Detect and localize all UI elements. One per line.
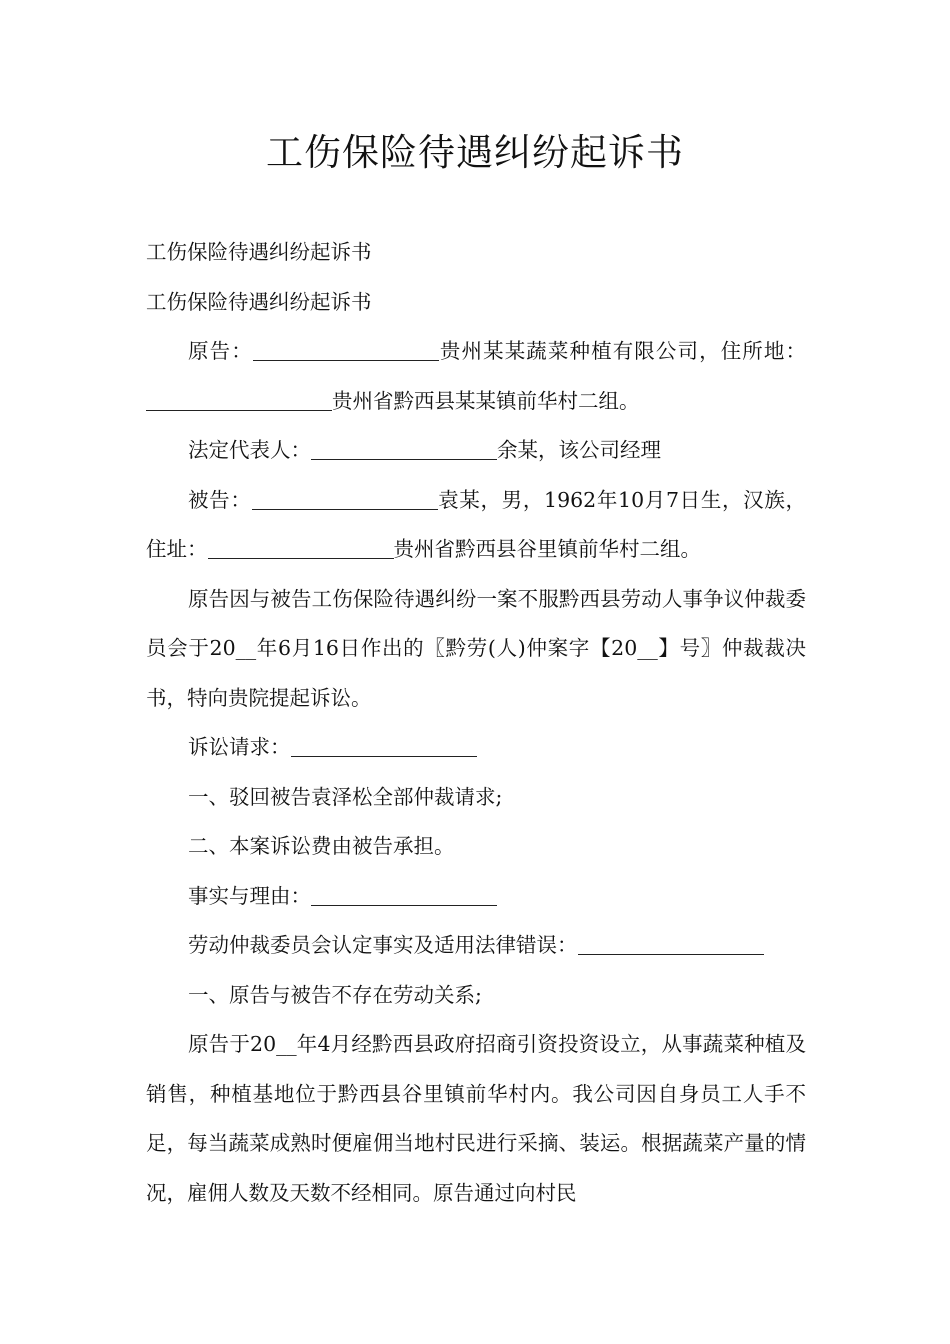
error-heading: [146, 921, 806, 971]
error-label: 劳动仲裁委员会认定事实及适用法律错误：: [188, 933, 578, 957]
blank-line: [291, 736, 477, 758]
document-title: 工伤保险待遇纠纷起诉书: [266, 131, 684, 174]
case-paragraph: 原告因与被告工伤保险待遇纠纷一案不服黔西县劳动人事争议仲裁委员会于20__年6月16日作出的〖黔劳(人)仲案字【20__】号〗仲裁裁决书，特向贵院提起诉讼。: [146, 586, 806, 710]
claim-item-1: 一、驳回被告袁泽松全部仲裁请求;: [188, 784, 503, 809]
blank-line: [208, 538, 394, 560]
claims-label: 诉讼请求：: [188, 735, 291, 759]
facts-paragraph: 原告于20__年4月经黔西县政府招商引资投资设立，从事蔬菜种植及销售，种植基地位于黔西县谷里镇前华村内。我公司因自身员工人手不足，每当蔬菜成熟时便雇佣当地村民进行采摘、装运。根据蔬菜产量的情况，雇佣人数及天数不经相同。原告通过向村民: [146, 1032, 806, 1205]
defendant-address: 贵州省黔西县谷里镇前华村二组。: [393, 537, 701, 561]
legal-rep-label: 法定代表人：: [188, 438, 311, 462]
blank-line: [253, 340, 439, 362]
facts-heading: [146, 872, 806, 922]
point-item-1: 一、原告与被告不存在劳动关系;: [188, 982, 482, 1007]
facts-label: 事实与理由：: [188, 883, 311, 908]
legal-rep-value: 余某，该公司经理: [497, 438, 661, 462]
blank-line: [311, 439, 497, 461]
plaintiff-label: 原告：: [188, 339, 253, 363]
claims-heading: [146, 723, 806, 773]
blank-line: [146, 389, 332, 411]
defendant-paragraph: [146, 476, 806, 575]
subtitle-line-1: 工伤保险待遇纠纷起诉书: [146, 240, 372, 264]
defendant-value: 袁某，男，1962年10月7日生，汉族，住址：: [146, 487, 806, 561]
blank-line: [311, 884, 497, 906]
plaintiff-value: 贵州某某蔬菜种植有限公司，住所地：: [438, 339, 807, 363]
blank-line: [578, 934, 764, 956]
subtitle-line-2: 工伤保险待遇纠纷起诉书: [146, 289, 372, 314]
document-body: [146, 228, 806, 1218]
legal-rep-paragraph: [146, 426, 806, 476]
plaintiff-address: 贵州省黔西县某某镇前华村二组。: [332, 388, 640, 413]
blank-line: [252, 488, 438, 510]
claim-item-2: 二、本案诉讼费由被告承担。: [188, 834, 455, 858]
plaintiff-paragraph: [146, 327, 806, 426]
defendant-label: 被告：: [188, 487, 252, 512]
